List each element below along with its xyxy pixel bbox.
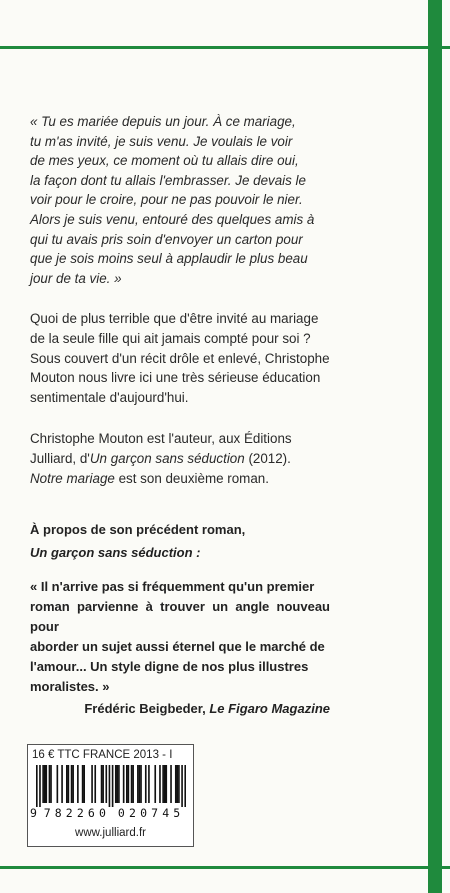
barcode-bar [123, 765, 125, 803]
barcode-bar [45, 765, 47, 803]
barcode-bar [42, 765, 44, 803]
barcode-bar [132, 765, 134, 803]
barcode-bar [82, 765, 84, 803]
review-quote [30, 577, 330, 697]
barcode-digit: 8 [54, 806, 62, 820]
author-line: est son deuxième roman. [114, 470, 269, 486]
barcode-bar [44, 765, 46, 803]
barcode-bar [131, 765, 133, 803]
barcode-digit: 7 [43, 806, 51, 820]
barcode-digit: 0 [117, 806, 125, 820]
barcode-bar [102, 765, 104, 803]
barcode-bar [117, 765, 119, 803]
barcode-bar [36, 765, 38, 807]
barcode-bar [184, 765, 186, 807]
author-line: (2012). [244, 450, 291, 466]
barcode-digit: 4 [162, 806, 170, 820]
previous-title: Un garçon sans séduction [89, 450, 245, 466]
barcode-digit: 2 [76, 806, 84, 820]
barcode-digits [30, 806, 193, 820]
barcode-icon [36, 765, 186, 807]
barcode-digit: 0 [140, 806, 148, 820]
about-title: Un garçon sans séduction : [30, 545, 201, 561]
review-publication: Le Figaro Magazine [209, 701, 330, 717]
quote-line: de mes yeux, ce moment où tu allais dire oui, [30, 153, 299, 169]
barcode-bar [66, 765, 68, 803]
review-line: roman parvienne à trouver un angle nouveau pour [30, 599, 330, 635]
barcode-bar [178, 765, 180, 803]
quote-line: que je sois moins seul à applaudir le plus beau [30, 251, 308, 267]
barcode-bar [118, 765, 120, 803]
barcode-digit: 9 [30, 806, 37, 820]
barcode-bar [94, 765, 96, 803]
barcode-digit: 2 [129, 806, 136, 820]
barcode-bar [140, 765, 142, 803]
review-author: Frédéric Beigbeder, [84, 701, 210, 717]
publisher-website: www.julliard.fr [75, 827, 146, 839]
quote-line: qui tu avais pris soin d'envoyer un carton pour [30, 231, 303, 247]
barcode-bar [112, 765, 114, 807]
barcode-digit: 5 [173, 806, 181, 820]
barcode-bar [154, 765, 156, 803]
barcode-bar [164, 765, 166, 803]
barcode-bar [83, 765, 85, 803]
review-line: aborder un sujet aussi éternel que le marché de [30, 639, 325, 655]
current-title: mariage [66, 470, 115, 486]
about-heading [30, 520, 330, 563]
barcode-bar [77, 765, 79, 803]
summary-line: de la seule fille qui ait jamais compté pour soi ? [30, 330, 311, 346]
barcode-bar [148, 765, 150, 803]
bottom-green-rule [0, 866, 450, 869]
summary-line: sentimentale d'aujourd'hui. [30, 389, 189, 405]
barcode-bar [126, 765, 128, 803]
barcode-bar [165, 765, 167, 803]
barcode-bar [137, 765, 139, 803]
barcode-digit: 0 [99, 806, 106, 820]
summary-line: Quoi de plus terrible que d'être invité au mariage [30, 311, 319, 327]
opening-quote [30, 112, 330, 288]
barcode-digit: 7 [151, 806, 159, 820]
price-label: 16 € TTC FRANCE 2013 - I [32, 749, 173, 761]
blurb-content [30, 112, 330, 719]
about-line: À propos de son précédent roman, [30, 522, 246, 538]
barcode-bar [39, 765, 41, 807]
author-paragraph [30, 429, 330, 488]
quote-line: tu m'as invité, je suis venu. Je voulais le voir [30, 133, 293, 149]
author-line: Julliard, d' [30, 450, 90, 466]
barcode-bar [162, 765, 164, 803]
barcode-bar [159, 765, 161, 803]
barcode-bar [72, 765, 74, 803]
barcode-box [27, 744, 194, 847]
quote-line: jour de ta vie. » [30, 270, 122, 286]
barcode-bar [71, 765, 73, 803]
current-title: Notre [30, 470, 63, 486]
review-attribution [30, 699, 330, 719]
barcode-bar [49, 765, 51, 803]
barcode-bar [91, 765, 93, 803]
quote-line: « Tu es mariée depuis un jour. À ce mariage, [30, 114, 296, 129]
quote-line: voir pour le croire, pour ne pas pouvoir le nier. [30, 192, 303, 208]
top-green-rule [0, 46, 450, 49]
barcode-bar [105, 765, 107, 803]
review-line: moralistes. » [30, 679, 110, 695]
right-green-bar [428, 0, 442, 893]
barcode-bar [139, 765, 141, 803]
barcode-bar [50, 765, 52, 803]
summary-paragraph [30, 309, 330, 407]
quote-line: Alors je suis venu, entouré des quelques amis à [30, 211, 315, 227]
summary-line: Sous couvert d'un récit drôle et enlevé, Christophe [30, 350, 330, 366]
barcode-bar [61, 765, 63, 803]
quote-line: la façon dont tu allais l'embrasser. Je devais le [30, 172, 306, 188]
author-line: Christophe Mouton est l'auteur, aux Éditions [30, 431, 292, 447]
summary-line: Mouton nous livre ici une très sérieuse éducation [30, 370, 321, 386]
review-line: l'amour... Un style digne de nos plus illustres [30, 659, 309, 675]
barcode-bar [68, 765, 70, 803]
barcode-bar [145, 765, 147, 803]
barcode-bar [170, 765, 172, 803]
barcode-bar [175, 765, 177, 803]
barcode-digit: 2 [65, 806, 73, 820]
review-line: « Il n'arrive pas si fréquemment qu'un premier [30, 579, 315, 595]
barcode-bar [101, 765, 103, 803]
barcode-bar [115, 765, 117, 803]
barcode-bar [57, 765, 59, 803]
barcode-bar [109, 765, 111, 807]
barcode-bar [181, 765, 183, 807]
barcode-digit: 6 [87, 806, 95, 820]
barcode-bar [128, 765, 130, 803]
barcode-bar [177, 765, 179, 803]
